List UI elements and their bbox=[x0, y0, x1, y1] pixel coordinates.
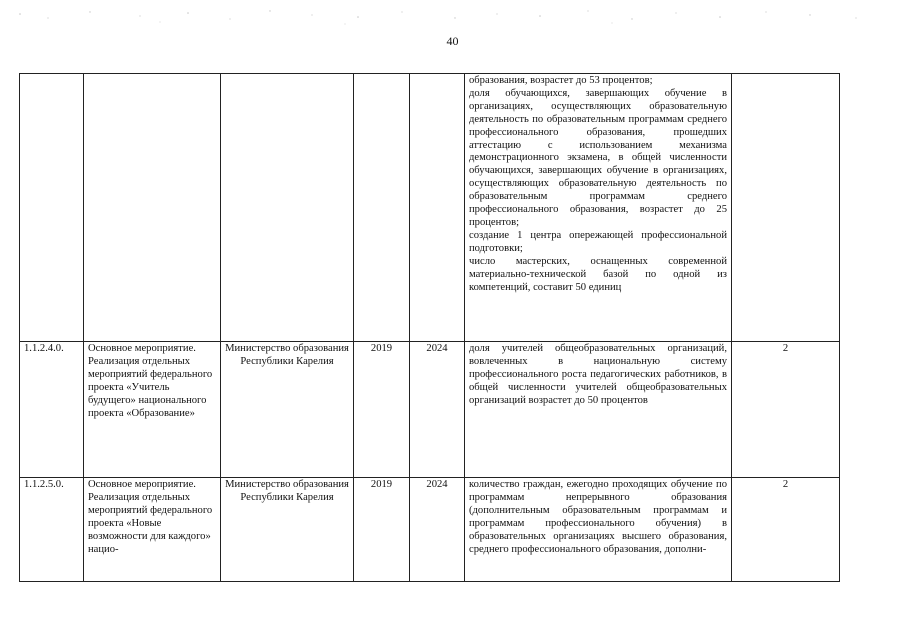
measure-executor: Министерство образования Республики Карелия bbox=[221, 478, 354, 582]
start-year bbox=[354, 74, 410, 342]
measure-name: Основное мероприятие. Реализация отдельных мероприятий федерального проекта «Учитель будущего» национального проекта «Образование» bbox=[84, 342, 221, 478]
result-paragraph: доля учителей общеобразовательных организаций, вовлеченных в национальную систему профессионального роста педагогических работников, в общей численности учителей общеобразовательных организаций возрастет до 50 процентов bbox=[469, 343, 727, 406]
measure-number: 1.1.2.4.0. bbox=[20, 342, 84, 478]
result-paragraph: образования, возрастет до 53 процентов; bbox=[469, 75, 653, 86]
result-paragraph: доля обучающихся, завершающих обучение в организациях, осуществляющих образовательную деятельность по образовательным программам среднего профессионального образования, прошедших аттестацию с использованием механизма демонстрационного экзамена, в общей численности обучающихся, завершающих обучение в организациях, осуществляющих образовательную деятельность по образовательным программам среднего профессионального образования, возрастет до 25 процентов; bbox=[469, 87, 727, 228]
result-paragraph: число мастерских, оснащенных современной материально-технической базой по одной из компетенций, составит 50 единиц bbox=[469, 255, 727, 293]
measure-executor bbox=[221, 74, 354, 342]
measures-table bbox=[19, 73, 840, 582]
indicator-link: 2 bbox=[732, 342, 840, 478]
expected-results bbox=[465, 478, 732, 582]
measure-executor: Министерство образования Республики Карелия bbox=[221, 342, 354, 478]
table-row bbox=[20, 342, 840, 478]
expected-results bbox=[465, 74, 732, 342]
measure-number: 1.1.2.5.0. bbox=[20, 478, 84, 582]
result-paragraph: количество граждан, ежегодно проходящих обучение по программам непрерывного образования (дополнительным образовательным программам и программам профессионального обучения) в образовательных организациях высшего образования, среднего профессионального образования, дополни- bbox=[469, 479, 727, 555]
measure-name bbox=[84, 74, 221, 342]
result-paragraph: создание 1 центра опережающей профессиональной подготовки; bbox=[469, 229, 727, 254]
end-year bbox=[410, 74, 465, 342]
start-year: 2019 bbox=[354, 478, 410, 582]
measure-number bbox=[20, 74, 84, 342]
indicator-link bbox=[732, 74, 840, 342]
end-year: 2024 bbox=[410, 342, 465, 478]
indicator-link: 2 bbox=[732, 478, 840, 582]
table-row bbox=[20, 74, 840, 342]
end-year: 2024 bbox=[410, 478, 465, 582]
page-number: 40 bbox=[446, 34, 459, 48]
measure-name: Основное мероприятие. Реализация отдельных мероприятий федерального проекта «Новые возможности для каждого» нацио- bbox=[84, 478, 221, 582]
table-row bbox=[20, 478, 840, 582]
scan-noise bbox=[0, 0, 905, 60]
start-year: 2019 bbox=[354, 342, 410, 478]
expected-results bbox=[465, 342, 732, 478]
